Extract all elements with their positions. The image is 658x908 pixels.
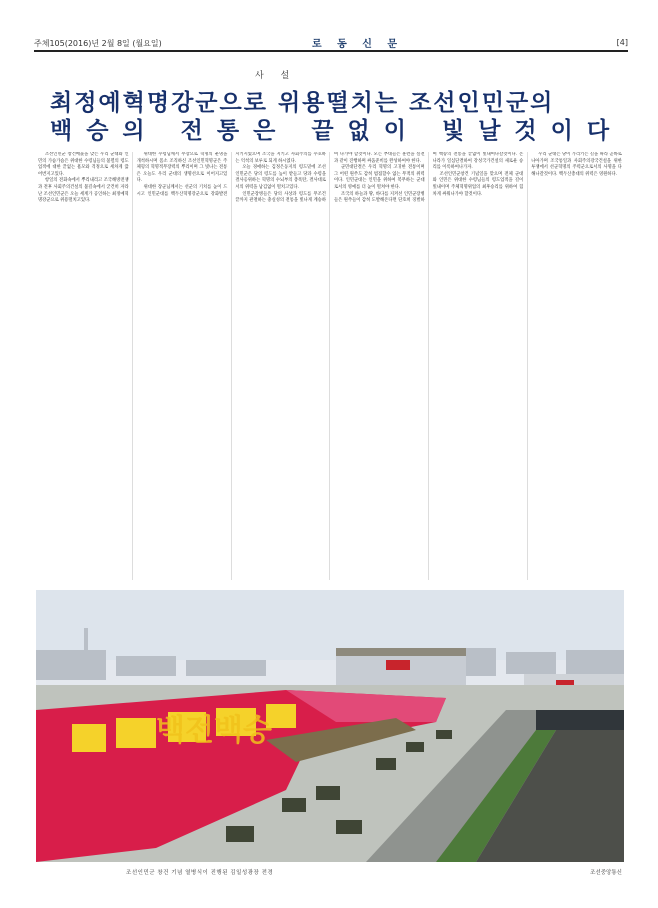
headline-line-1: 최정예혁명강군으로 위용떨치는 조선인민군의 xyxy=(50,89,555,116)
parade-photo xyxy=(36,590,624,862)
masthead xyxy=(34,32,628,52)
paragraph: 우리 군대는 당이 가리키는 길을 따라 곧바로 나아가며 조국통일과 사회주의강국건설을 위한 투쟁에서 선군혁명의 주력군으로서의 사명을 다해나갈것이다. 백두산총대의 위력은 영원하다. xyxy=(531,152,622,177)
paragraph: 군민대단결은 우리 혁명의 고귀한 전통이며 그 어떤 원쑤도 감히 범접할수 없는 무적의 위력이다. 인민군대는 인민을 위하여 복무하는 군대로서의 영예를 더 높이 떨쳐야 한다. xyxy=(333,165,425,190)
caption-text: 조선인민군 창건 기념 열병식이 진행된 김일성광장 전경 xyxy=(126,870,274,876)
formation-text: 백전백승 xyxy=(156,713,272,748)
photo-caption xyxy=(36,866,624,878)
newspaper-name: 로 동 신 문 xyxy=(312,39,404,50)
paragraph: 오늘 경애하는 김정은동지의 령도밑에 조선인민군은 당의 령도를 높이 받들고 당과 수령을 결사옹위하는 혁명의 수뇌부의 총폭탄, 결사대로서의 위력을 남김없이 떨치고있다. xyxy=(235,165,326,190)
section-kicker: 사 설 xyxy=(255,71,297,81)
paragraph: 위대한 수령님께서 무장으로 혁명의 운명을 개척하시며 몸소 조직하신 조선인민혁명군은 주체형의 혁명적무장력의 뿌리이며 그 빛나는 전통은 오늘도 우리 군대의 생명선으로 이어지고있다. xyxy=(136,152,228,184)
paragraph: 조선인민군 창건배돐을 맞는 우리 군대와 인민의 가슴가슴은 위대한 수령님들의 불멸의 령도업적에 대한 끝없는 흠모와 격정으로 세차게 끓어번지고있다. xyxy=(38,152,129,177)
paragraph: 위대한 장군님께서는 선군의 기치를 높이 드시고 인민군대를 백두산혁명강군으로 강화발전시키시였으며 조국을 지키고 사회주의를 수호하는 억척의 보루로 되게 하시였다. xyxy=(136,152,326,197)
headline-line-2: 백승의 전통은 끝없이 빛날것이다 xyxy=(50,117,624,144)
paragraph: 항일의 전화속에서 뿌리내리고 조국해방전쟁과 전후 사회주의건설의 불길속에서 굳건히 자라난 조선인민군은 오늘 세계가 공인하는 최정예혁명강군으로 위용떨치고있다. xyxy=(38,178,129,204)
paragraph: 조국의 하늘과 땅, 바다를 지켜선 인민군장병들은 원쑤들이 감히 도발해온다면 단호히 징벌하여 백승의 전통을 끝없이 빛내여나갈것이다. 온 나라가 일심단결하여 강성국가건설의 새로운 승리를 이룩하여나가자. xyxy=(333,152,524,204)
paragraph: 조선인민군창건 기념일을 맞으며 전체 군대와 인민은 위대한 수령님들의 령도업적을 길이 빛내이며 주체혁명위업의 최후승리를 위하여 힘차게 싸워나가야 할것이다. xyxy=(432,171,524,197)
issue-date: 주체105(2016)년 2월 8일 (월요일) xyxy=(34,39,162,48)
photo-credit: 조선중앙통신 xyxy=(590,870,622,876)
paragraph: 인민군장병들은 당의 사상과 령도를 무조건 끝까지 관철하는 충실성의 전통을 빛나게 계승하여 나가야 할것이다. 모든 부대들은 훈련을 실전과 같이 진행하며 싸움준비를 완성하여야 한다. xyxy=(235,152,425,204)
parade-photo-illustration xyxy=(36,590,624,862)
article-body xyxy=(38,152,622,580)
page-number: [4] xyxy=(616,38,628,47)
